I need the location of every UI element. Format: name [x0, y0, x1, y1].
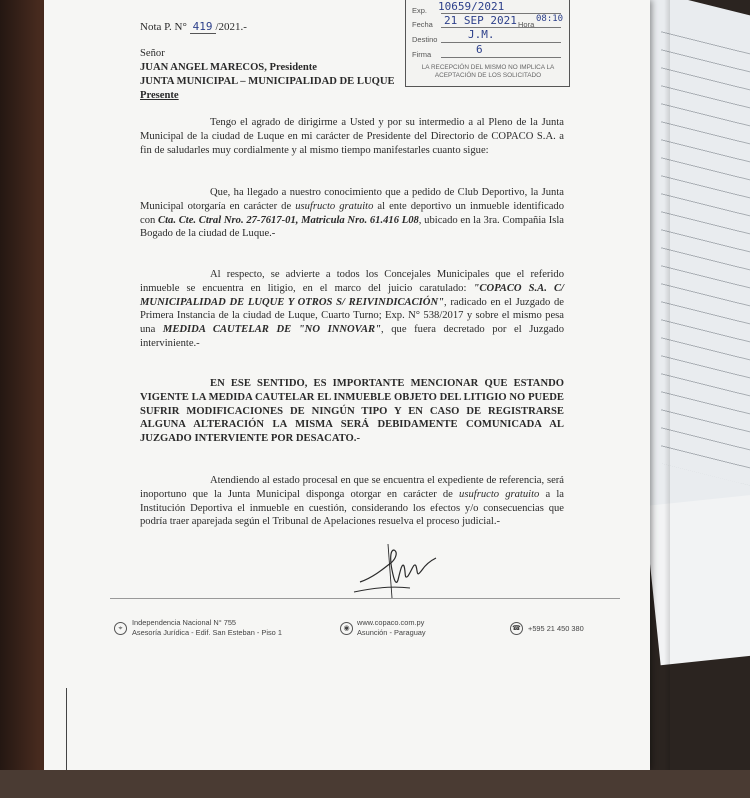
- p5-usufructo: usufructo gratuito: [459, 488, 540, 500]
- p5-text-b: a la Institución Deportiva el inmueble en cuestión, considerando los efectos y/o consecuencias que podría traer aparejada según el Tribunal de Apelaciones resuelva el proceso judicial.-: [140, 488, 565, 528]
- p3-medida: MEDIDA CAUTELAR DE "NO INNOVAR": [162, 324, 381, 336]
- adjacent-paper-fragment: [644, 495, 750, 666]
- p3-text-a: Al respecto, se advierte a todos los Concejales Municipales que el referido inmueble se encuentra en litigio, en el marco del juicio caratulado:: [140, 269, 564, 294]
- addressee-name: JUAN ANGEL MARECOS, Presidente: [140, 62, 317, 73]
- globe-icon: ◉: [340, 622, 353, 635]
- location-icon: ⌖: [114, 622, 127, 635]
- stamp-destino-label: Destino: [412, 35, 438, 44]
- p3-text-c: , que fuera decretado por el Juzgado interviniente.-: [140, 324, 565, 349]
- stamp-exp-value: 10659/2021: [438, 0, 505, 13]
- stamp-note: LA RECEPCIÓN DEL MISMO NO IMPLICA LA ACEPTACIÓN DE LOS SOLICITADO: [421, 64, 555, 79]
- presente-label: [140, 89, 480, 103]
- p3-caso: "COPACO S.A. C/ MUNICIPALIDAD DE LUQUE Y OTROS S/ REIVINDICACIÓN": [140, 282, 564, 308]
- p2-text-b: al ente deportivo un inmueble identificado con: [140, 200, 565, 226]
- p2-cuenta: Cta. Cte. Ctral Nro. 27-7617-01, Matricula Nro. 61.416 L08: [158, 214, 419, 226]
- p3-text-b: , radicado en el Juzgado de Primera Instancia de la ciudad de Luque, Cuarto Turno; Exp. N° 538/2017 y sobre el mismo pesa una: [140, 296, 564, 336]
- table-surface: [0, 770, 750, 798]
- p2-text-c: , ubicado en la 3ra. Compañia Isla Bogado de la ciudad de Luque.-: [140, 214, 564, 240]
- nota-suffix: /2021.-: [215, 21, 247, 33]
- footer-divider: [110, 598, 620, 599]
- nota-prefix: Nota P. N°: [140, 21, 187, 33]
- presente-text: Presente: [140, 90, 179, 101]
- footer-phone: +595 21 450 380: [528, 624, 584, 633]
- paragraph-warning: EN ESE SENTIDO, ES IMPORTANTE MENCIONAR QUE ESTANDO VIGENTE LA MEDIDA CAUTELAR EL INMUEBLE OBJETO DEL LITIGIO NO PUEDE SUFRIR MODIFICACIONES DE NINGÚN TIPO Y EN CASO DE REGISTRARSE ALGUNA ALTERACIÓN LA MISMA SERÁ DEBIDAMENTE COMUNICADA AL JUZGADO INTERVIENTE POR DESACATO.-: [140, 378, 564, 445]
- footer-city: Asunción - Paraguay: [357, 628, 426, 637]
- stamp-hora-label: Hora: [518, 20, 535, 29]
- footer-addr-line1: Independencia Nacional N° 755: [132, 618, 237, 627]
- salutation: Señor: [140, 48, 165, 59]
- paragraph-intro: Tengo el agrado de dirigirme a Usted y por su intermedio a al Pleno de la Junta Municipal de la ciudad de Luque en mi carácter de Presidente del Directorio de COPACO S.A. a fin de saludarles muy cordialmente y al mismo tiempo manifestarles cuanto sigue:: [140, 117, 564, 156]
- footer-website: www.copaco.com.py: [357, 618, 425, 627]
- p5-text-a: Atendiendo al estado procesal en que se encuentra el expediente de referencia, será inoportuno que la Junta Municipal disponga otorgar en carácter de: [140, 475, 564, 500]
- footer-web: [357, 618, 426, 638]
- margin-mark: [66, 688, 67, 770]
- paragraph-usufructo: [140, 186, 564, 241]
- page-crease: [664, 0, 670, 770]
- nota-number: 419: [190, 20, 216, 34]
- stamp-fecha-value: 21 SEP 2021: [444, 14, 517, 27]
- stamp-exp-label: Exp.: [412, 6, 428, 15]
- footer-addr-line2: Asesoría Jurídica - Edif. San Esteban - Piso 1: [132, 628, 282, 637]
- stamp-line: [441, 27, 561, 28]
- signature: [352, 540, 442, 602]
- footer-address: [132, 618, 282, 638]
- paragraph-litigio: [140, 268, 564, 351]
- p2-text-a: Que, ha llegado a nuestro conocimiento que a pedido de Club Deportivo, la Junta Municipal otorgaría en carácter de: [140, 187, 564, 212]
- stamp-hora-value: 08:10: [536, 14, 564, 24]
- stamp-fecha-label: Fecha: [412, 20, 433, 29]
- p2-usufructo: usufructo gratuito: [295, 200, 374, 212]
- stamp-firma-value: 6: [476, 43, 483, 56]
- addressee-org: JUNTA MUNICIPAL – MUNICIPALIDAD DE LUQUE: [140, 76, 395, 87]
- adjacent-paper-lines: [661, 23, 750, 488]
- stamp-line: [441, 42, 561, 43]
- stamp-destino-value: J.M.: [468, 28, 495, 41]
- paragraph-conclusion: [140, 474, 564, 529]
- stamp-firma-label: Firma: [412, 50, 432, 59]
- phone-icon: ☎: [510, 622, 523, 635]
- note-number: [140, 20, 247, 35]
